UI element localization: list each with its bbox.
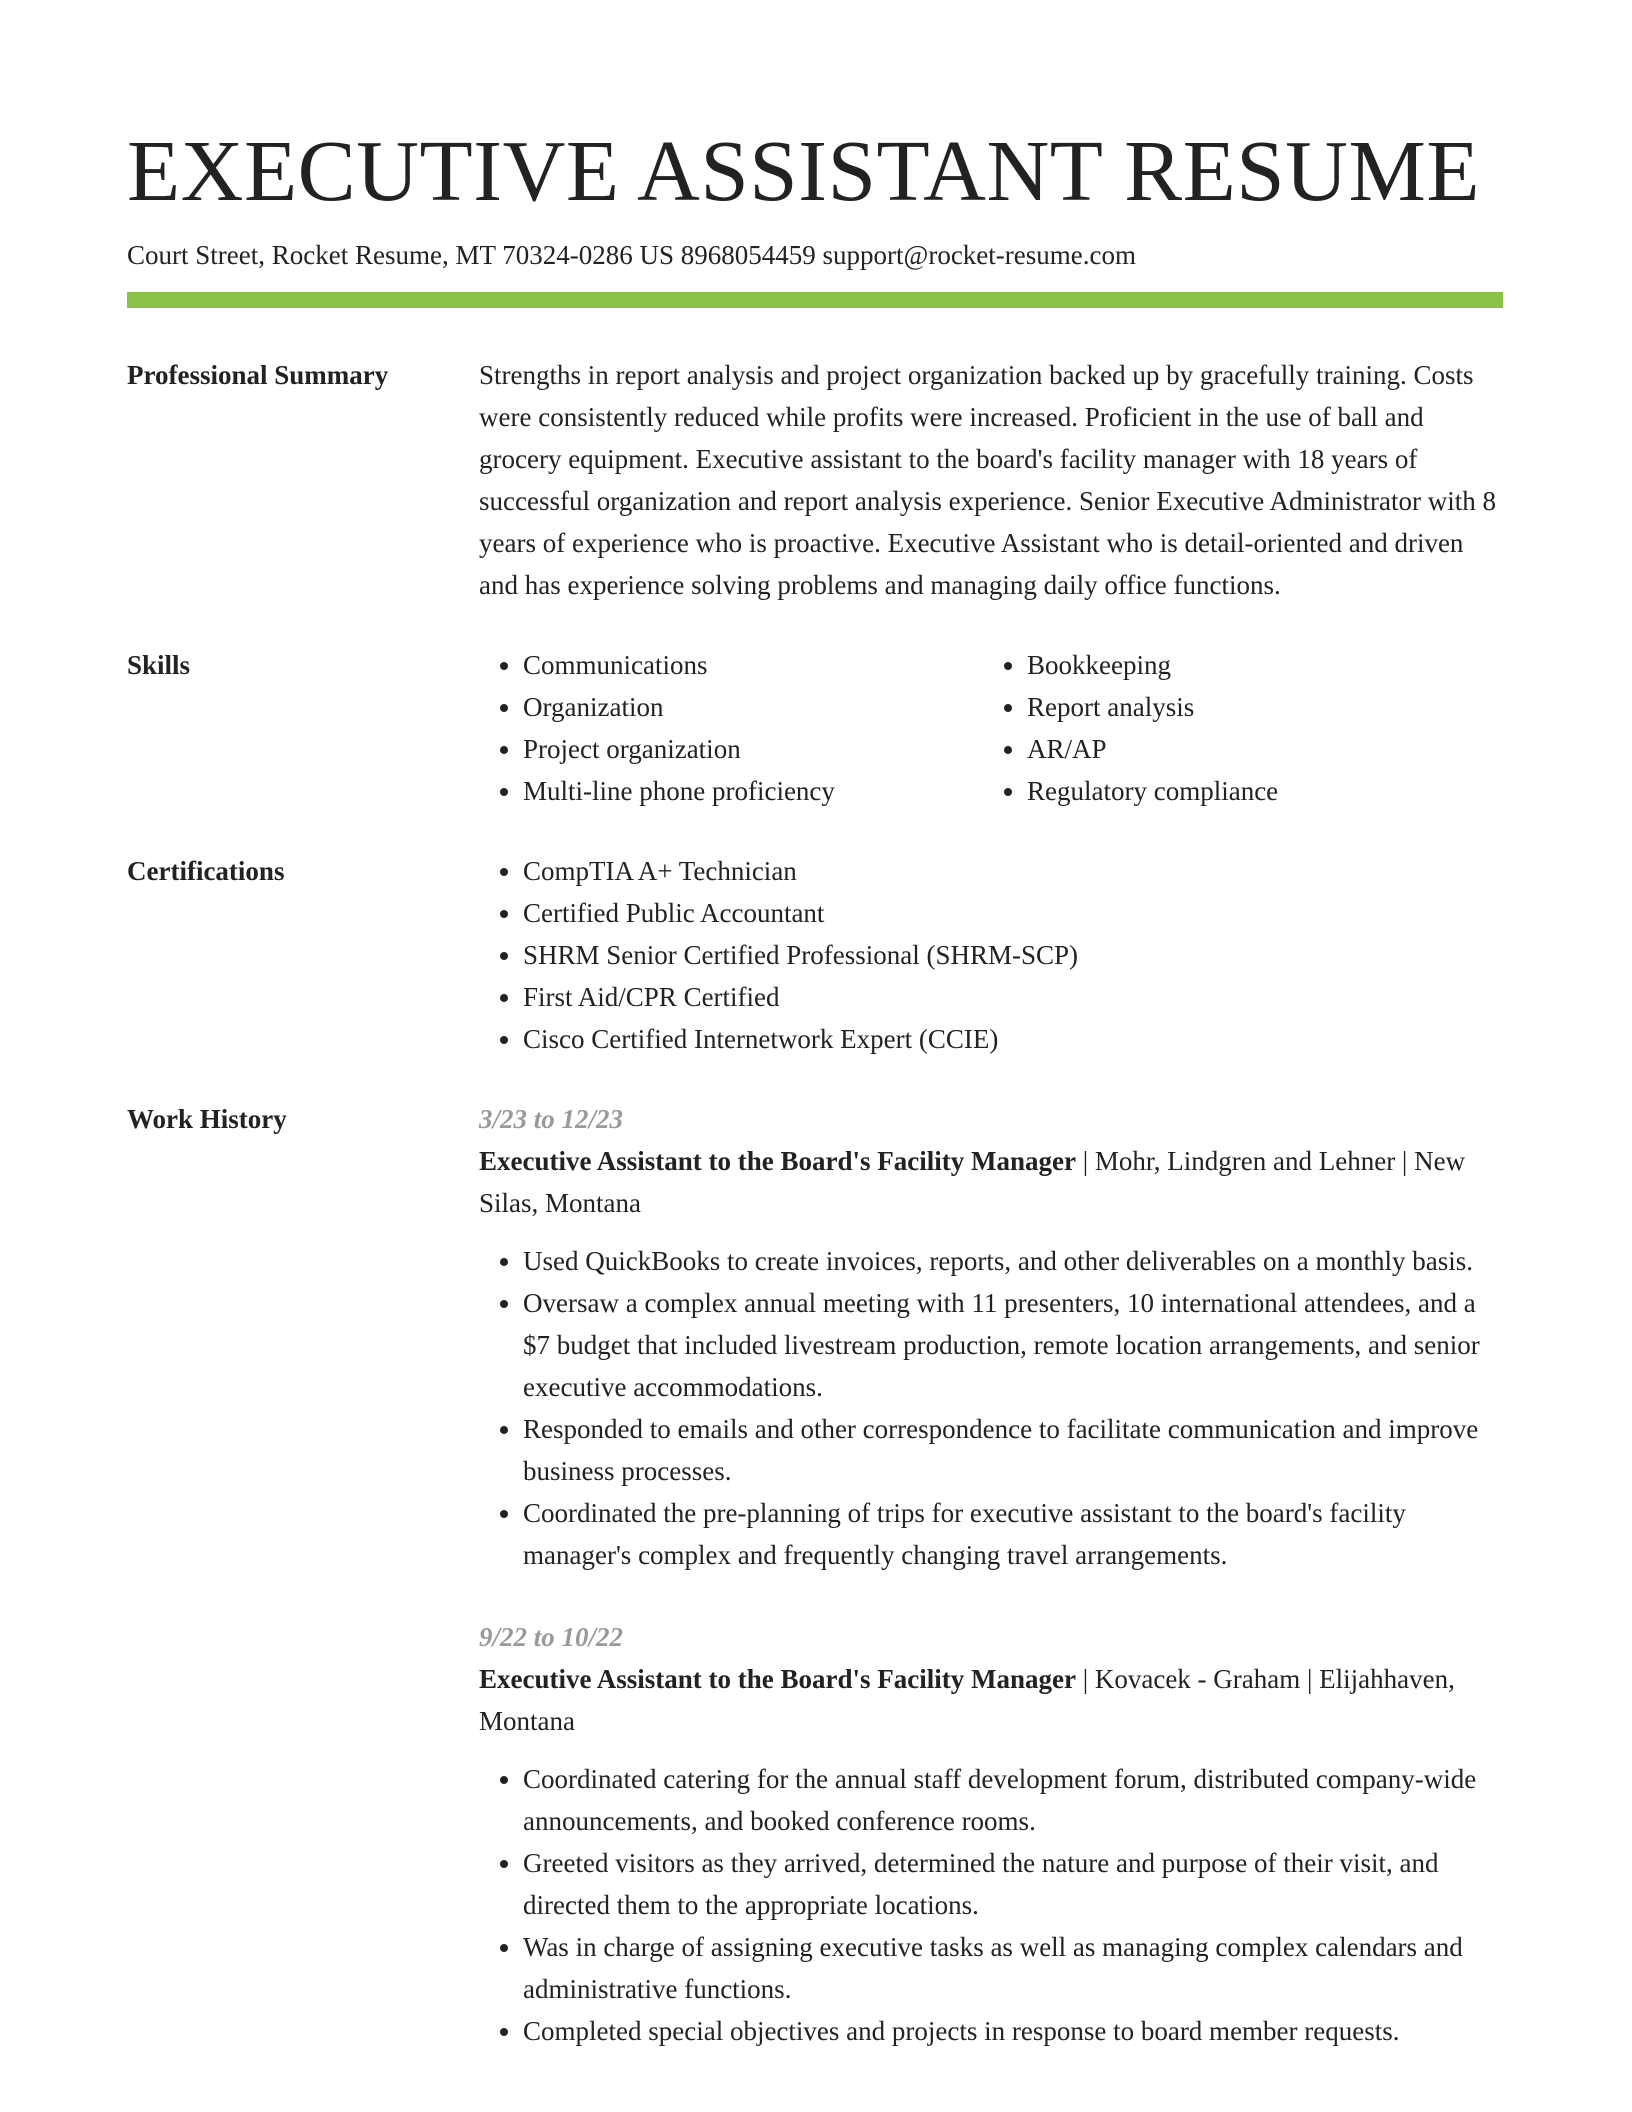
skill-item: • Communications [523, 644, 983, 686]
section-label-work-history: Work History [127, 1104, 287, 1134]
certification-item: • First Aid/CPR Certified [523, 976, 1503, 1018]
job-bullet: • Responded to emails and other correspondence to facilitate communication and improve business processes. [523, 1408, 1503, 1492]
job-details: | Mohr, Lindgren and Lehner | New Silas, Montana [479, 1146, 1466, 1218]
skill-item: • AR/AP [1027, 728, 1487, 770]
job-bullet: • Greeted visitors as they arrived, determined the nature and purpose of their visit, and directed them to the appropriate locations. [523, 1842, 1503, 1926]
skills-grid [479, 644, 1503, 812]
section-label-certifications: Certifications [127, 856, 285, 886]
resume-page [127, 118, 1503, 2092]
skill-item: • Bookkeeping [1027, 644, 1487, 686]
job-entry [479, 1098, 1503, 1576]
certification-item: • SHRM Senior Certified Professional (SHRM-SCP) [523, 934, 1503, 976]
section-label-skills: Skills [127, 650, 191, 680]
skill-item: • Project organization [523, 728, 983, 770]
summary-text: Strengths in report analysis and project organization backed up by gracefully training. Costs were consistently reduced while profits were increased. Proficient in the use of ball and grocery equipment. Executive assistant to the board's facility manager with 18 years of successful organization and report analysis experience. Senior Executive Administrator with 8 years of experience who is proactive. Executive Assistant who is detail-oriented and driven and has experience solving problems and managing daily office functions. [479, 360, 1496, 600]
summary-section [127, 354, 1503, 606]
job-title: Executive Assistant to the Board's Facility Manager [479, 1146, 1076, 1176]
section-label-summary: Professional Summary [127, 360, 389, 390]
job-dates: 3/23 to 12/23 [479, 1104, 624, 1134]
job-bullet: • Coordinated catering for the annual staff development forum, distributed company-wide announcements, and booked conference rooms. [523, 1758, 1503, 1842]
accent-divider [127, 292, 1503, 308]
job-bullet: • Coordinated the pre-planning of trips for executive assistant to the board's facility manager's complex and frequently changing travel arrangements. [523, 1492, 1503, 1576]
certification-item: • Cisco Certified Internetwork Expert (CCIE) [523, 1018, 1503, 1060]
certification-item: • CompTIA A+ Technician [523, 850, 1503, 892]
certification-item: • Certified Public Accountant [523, 892, 1503, 934]
work-history-list [479, 1098, 1503, 2092]
job-bullet: • Completed special objectives and projects in response to board member requests. [523, 2010, 1503, 2052]
job-heading [479, 1658, 1503, 1742]
contact-line: Court Street, Rocket Resume, MT 70324-0286 US 8968054459 support@rocket-resume.com [127, 240, 1136, 270]
job-heading [479, 1140, 1503, 1224]
skills-section [127, 644, 1503, 812]
skill-item: • Multi-line phone proficiency [523, 770, 983, 812]
job-bullet: • Oversaw a complex annual meeting with 11 presenters, 10 international attendees, and a $7 budget that included livestream production, remote location arrangements, and senior executive accommodations. [523, 1282, 1503, 1408]
job-bullet: • Was in charge of assigning executive tasks as well as managing complex calendars and administrative functions. [523, 1926, 1503, 2010]
job-dates: 9/22 to 10/22 [479, 1622, 624, 1652]
certifications-section [127, 850, 1503, 1060]
skills-column-1 [479, 644, 983, 812]
job-bullet: • Used QuickBooks to create invoices, reports, and other deliverables on a monthly basis. [523, 1240, 1503, 1282]
job-details: | Kovacek - Graham | Elijahhaven, Montana [479, 1664, 1455, 1736]
resume-title: EXECUTIVE ASSISTANT RESUME [127, 122, 1481, 219]
skill-item: • Regulatory compliance [1027, 770, 1487, 812]
job-entry [479, 1616, 1503, 2052]
work-history-section [127, 1098, 1503, 2092]
job-title: Executive Assistant to the Board's Facility Manager [479, 1664, 1076, 1694]
skill-item: • Organization [523, 686, 983, 728]
certifications-list [479, 850, 1503, 1060]
skill-item: • Report analysis [1027, 686, 1487, 728]
skills-column-2 [983, 644, 1487, 812]
